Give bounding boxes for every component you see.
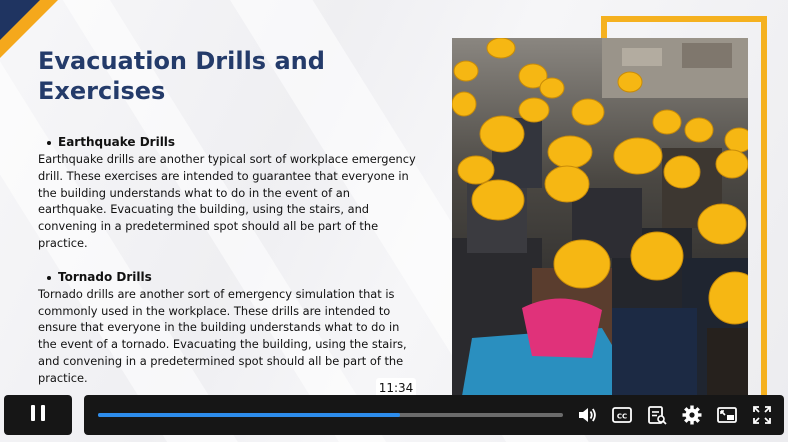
picture-in-picture-button[interactable] [716, 404, 738, 426]
slide-content [38, 134, 416, 387]
fullscreen-icon [751, 404, 773, 426]
section-body-earthquake: Earthquake drills are another typical sort of workplace emergency drill. These exercises are intended to guarantee that everyone in the building understands what to do in the event of an earthquake. Evacuating the building, using the stairs, and convening in a predetermined spot should all be part of the practice. [38, 152, 416, 250]
svg-text:CC: CC [616, 412, 628, 421]
settings-button[interactable] [681, 404, 703, 426]
pause-icon [28, 405, 48, 425]
seek-bar[interactable] [98, 413, 563, 417]
video-control-bar [0, 392, 788, 442]
picture-in-picture-icon [716, 404, 738, 426]
section-heading-tornado: Tornado Drills [38, 269, 416, 286]
volume-button[interactable] [576, 404, 598, 426]
section-body-tornado: Tornado drills are another sort of emergency simulation that is commonly used in the workplace. These drills are intended to ensure that everyone in the building understands what to do in the event of a tornado. Evacuating the building, using the stairs, and convening in a predetermined spot should all be part of the practice. [38, 286, 407, 385]
time-tooltip: 11:34 [376, 378, 416, 398]
section-heading-earthquake: Earthquake Drills [38, 134, 416, 151]
progress-bar-container [84, 395, 784, 435]
settings-icon [681, 404, 703, 426]
fullscreen-button[interactable] [751, 404, 773, 426]
slide-title: Evacuation Drills and Exercises [38, 47, 325, 105]
workers-hardhats-illustration [452, 38, 748, 396]
captions-icon [611, 404, 633, 426]
transcript-button[interactable] [646, 404, 668, 426]
transcript-icon [646, 404, 668, 426]
captions-button[interactable] [611, 404, 633, 426]
corner-accent-navy [0, 0, 40, 40]
pause-button[interactable] [4, 395, 72, 435]
volume-icon [576, 404, 598, 426]
seek-bar-progress [98, 413, 400, 417]
workers-hardhats-photo [452, 38, 748, 396]
